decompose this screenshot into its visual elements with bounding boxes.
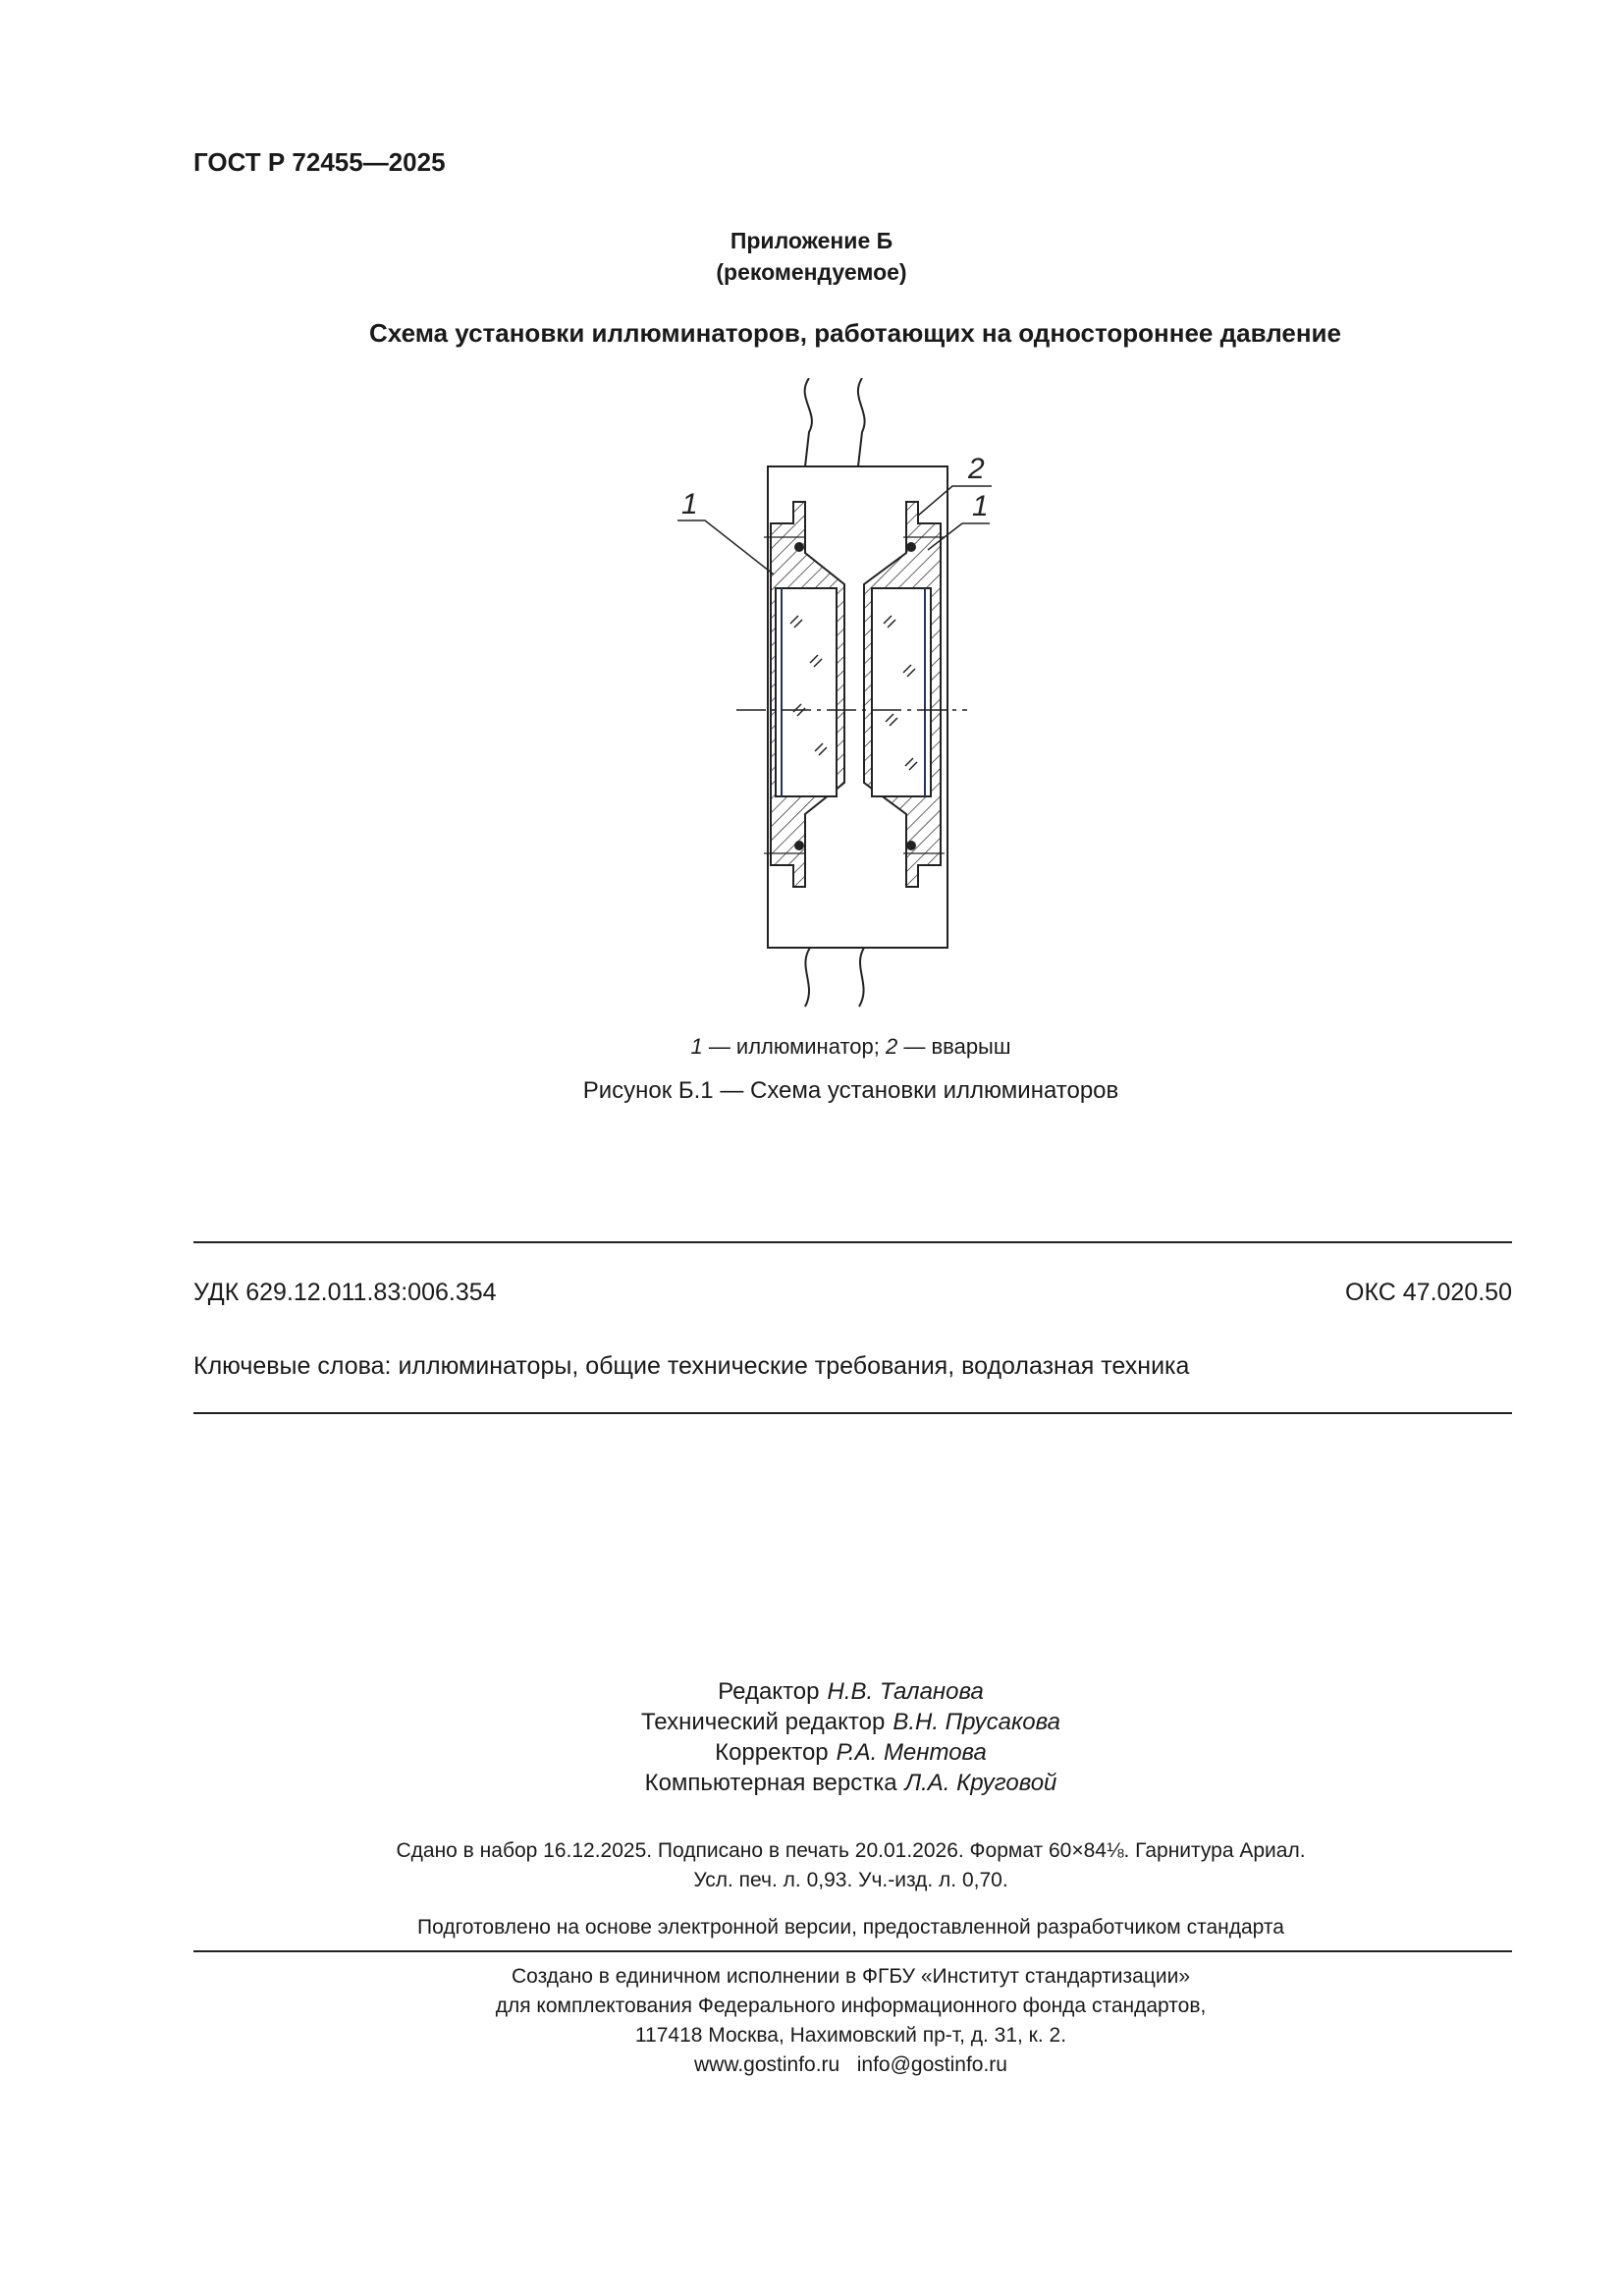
credit-layout: Компьютерная верстка Л.А. Круговой — [644, 1770, 1057, 1796]
editorial-credits — [0, 1676, 1623, 1798]
credit-editor: Редактор Н.В. Таланова — [718, 1678, 984, 1705]
prepared-note: Подготовлено на основе электронной версии, предоставленной разработчиком стандарта — [417, 1916, 1284, 1939]
appendix-heading: Схема установки иллюминаторов, работающих на одностороннее давление — [368, 318, 1341, 348]
figure-caption: Рисунок Б.1 — Схема установки иллюминаторов — [582, 1077, 1119, 1104]
print-info: Сдано в набор 16.12.2025. Подписано в печать 20.01.2026. Формат 60×84⅛. Гарнитура Ариал. Усл. печ. л. 0,93. Уч.-изд. л. 0,70. — [396, 1839, 1306, 1891]
porthole-left-glass — [776, 588, 837, 796]
divider-top — [193, 1241, 1512, 1243]
credit-tech-editor: Технический редактор В.Н. Прусакова — [640, 1709, 1060, 1735]
publisher-info: Создано в единичном исполнении в ФГБУ «Институт стандартизации» для комплектования Федерального информационного фонда стандартов, 117418 Москва, Нахимовский пр-т, д. 31, к. 2. www.gostinfo.ru info@gostinfo.ru — [495, 1965, 1207, 2076]
email-link[interactable]: info@gostinfo.ru — [856, 2053, 1007, 2076]
porthole-right-glass — [872, 588, 931, 796]
callout-right-1: 1 — [972, 490, 989, 522]
oks-code: ОКС 47.020.50 — [1345, 1279, 1512, 1306]
callout-right-2: 2 — [968, 453, 985, 485]
website-link[interactable]: www.gostinfo.ru — [694, 2053, 840, 2076]
appendix-title: Приложение Б — [730, 228, 893, 253]
divider-bottom — [193, 1950, 1512, 1952]
figure-legend: 1 — иллюминатор; 2 — вварыш — [690, 1034, 1011, 1059]
keywords: Ключевые слова: иллюминаторы, общие технические требования, водолазная техника — [193, 1352, 1190, 1380]
callout-left-1: 1 — [681, 488, 698, 520]
standard-code: ГОСТ Р 72455—2025 — [193, 147, 446, 177]
appendix-status: (рекомендуемое) — [716, 259, 907, 285]
credit-proofreader: Корректор Р.А. Ментова — [715, 1739, 987, 1766]
divider-keywords — [193, 1412, 1512, 1414]
udk-code: УДК 629.12.011.83:006.354 — [193, 1279, 497, 1306]
porthole-installation-drawing — [677, 378, 1001, 1026]
